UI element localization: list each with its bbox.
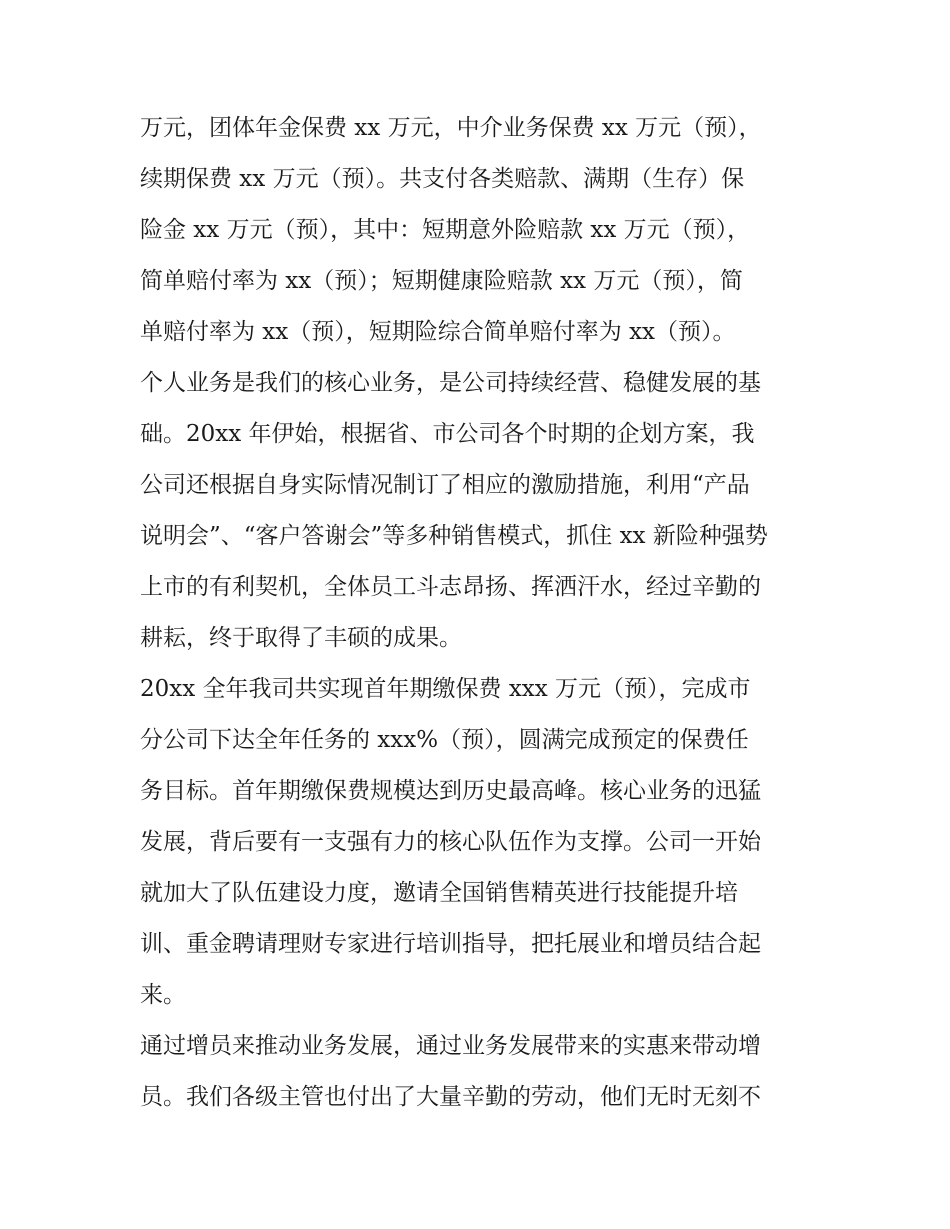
- text-line: 来。: [140, 982, 186, 1008]
- text-line: 础。20xx 年伊始，根据省、市公司各个时期的企划方案，我: [140, 421, 755, 447]
- text-line: 简单赔付率为 xx（预）；短期健康险赔款 xx 万元（预），简: [140, 268, 743, 294]
- text-line: 通过增员来推动业务发展，通过业务发展带来的实惠来带动增: [140, 1033, 761, 1059]
- text-line: 耕耘，终于取得了丰硕的成果。: [140, 625, 462, 651]
- body-text: [140, 103, 830, 1123]
- text-line: 公司还根据自身实际情况制订了相应的激励措施，利用“产品: [140, 472, 750, 498]
- text-line: 20xx 全年我司共实现首年期缴保费 xxx 万元（预），完成市: [140, 676, 751, 702]
- text-line: 分公司下达全年任务的 xxx%（预），圆满完成预定的保费任: [140, 727, 749, 753]
- text-line: 就加大了队伍建设力度，邀请全国销售精英进行技能提升培: [140, 880, 738, 906]
- text-line: 上市的有利契机，全体员工斗志昂扬、挥洒汗水，经过辛勤的: [140, 574, 761, 600]
- text-line: 务目标。首年期缴保费规模达到历史最高峰。核心业务的迅猛: [140, 778, 761, 804]
- text-line: 说明会”、“客户答谢会”等多种销售模式，抓住 xx 新险种强势: [140, 523, 768, 549]
- text-line: 险金 xx 万元（预），其中：短期意外险赔款 xx 万元（预），: [140, 217, 751, 243]
- text-line: 发展，背后要有一支强有力的核心队伍作为支撑。公司一开始: [140, 829, 761, 855]
- text-line: 万元，团体年金保费 xx 万元，中介业务保费 xx 万元（预），: [140, 115, 762, 141]
- text-line: 续期保费 xx 万元（预）。共支付各类赔款、满期（生存）保: [140, 166, 745, 192]
- text-line: 个人业务是我们的核心业务，是公司持续经营、稳健发展的基: [140, 370, 761, 396]
- text-line: 员。我们各级主管也付出了大量辛勤的劳动，他们无时无刻不: [140, 1084, 761, 1110]
- text-line: 训、重金聘请理财专家进行培训指导，把托展业和增员结合起: [140, 931, 761, 957]
- text-line: 单赔付率为 xx（预），短期险综合简单赔付率为 xx（预）。: [140, 319, 736, 345]
